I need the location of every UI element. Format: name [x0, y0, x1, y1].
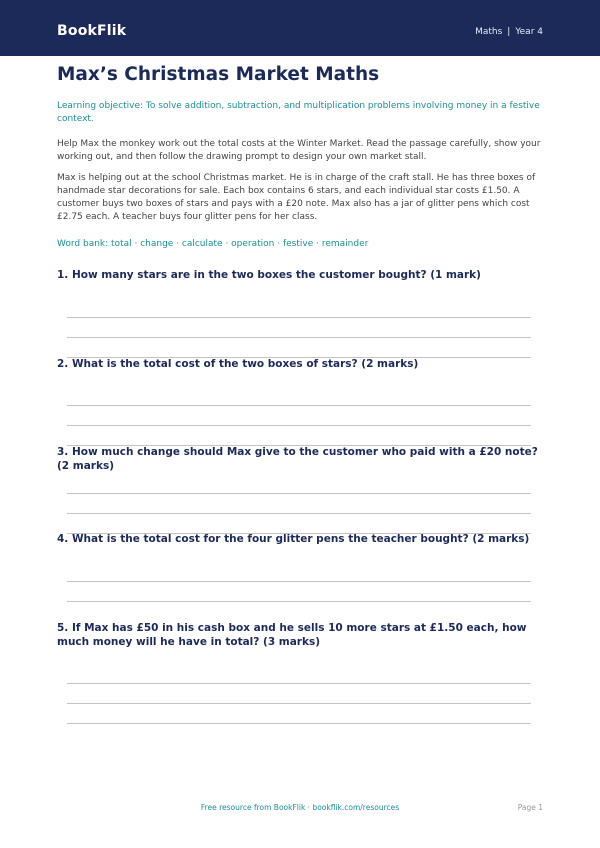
question-5: 5. If Max has £50 in his cash box and he sells 10 more stars at £1.50 each, how much money will he have in total? (3 marks) — [57, 622, 527, 648]
question-3: 3. How much change should Max give to the customer who paid with a £20 note? (2 marks) — [57, 446, 538, 472]
answer-line[interactable] — [67, 581, 531, 582]
answer-line[interactable] — [67, 601, 531, 602]
question-2: 2. What is the total cost of the two boxes of stars? (2 marks) — [57, 358, 419, 370]
question-1: 1. How many stars are in the two boxes the customer bought? (1 mark) — [57, 269, 481, 281]
answer-line[interactable] — [67, 493, 531, 494]
story-passage: Max is helping out at the school Christmas market. He is in charge of the craft stall. He has three boxes of handmade star decorations for sale. Each box contains 6 stars, and each individual star costs £1.50. A customer buys two boxes of stars and pays with a £20 note. Max also has a jar of glitter pens which cost £2.75 each. A teacher buys four glitter pens for her class. — [57, 173, 536, 222]
answer-line[interactable] — [67, 723, 531, 724]
worksheet-title: Max’s Christmas Market Maths — [57, 64, 380, 85]
footer-resource-link[interactable]: Free resource from BookFlik · bookflik.com/resources — [200, 803, 400, 812]
header-bar — [0, 0, 600, 56]
page-number: Page 1 — [517, 803, 543, 812]
intro-text: Help Max the monkey work out the total costs at the Winter Market. Read the passage carefully, show your working out, and then follow the drawing prompt to design your own market stall. — [57, 139, 541, 162]
answer-line[interactable] — [67, 425, 531, 426]
question-4: 4. What is the total cost for the four glitter pens the teacher bought? (2 marks) — [57, 533, 530, 545]
subject-label: Maths — [475, 27, 503, 37]
learning-objective: Learning objective: To solve addition, subtraction, and multiplication problems involving money in a festive context. — [57, 101, 540, 124]
answer-line[interactable] — [67, 337, 531, 338]
year-label: Year 4 — [515, 27, 543, 37]
answer-line[interactable] — [67, 703, 531, 704]
answer-line[interactable] — [67, 317, 531, 318]
answer-line[interactable] — [67, 683, 531, 684]
subject-year-label — [475, 27, 543, 37]
word-bank: Word bank: total · change · calculate · operation · festive · remainder — [57, 239, 369, 249]
answer-line[interactable] — [67, 405, 531, 406]
brand-logo[interactable]: BookFlik — [57, 23, 127, 39]
answer-line[interactable] — [67, 513, 531, 514]
header-separator: | — [507, 27, 511, 37]
